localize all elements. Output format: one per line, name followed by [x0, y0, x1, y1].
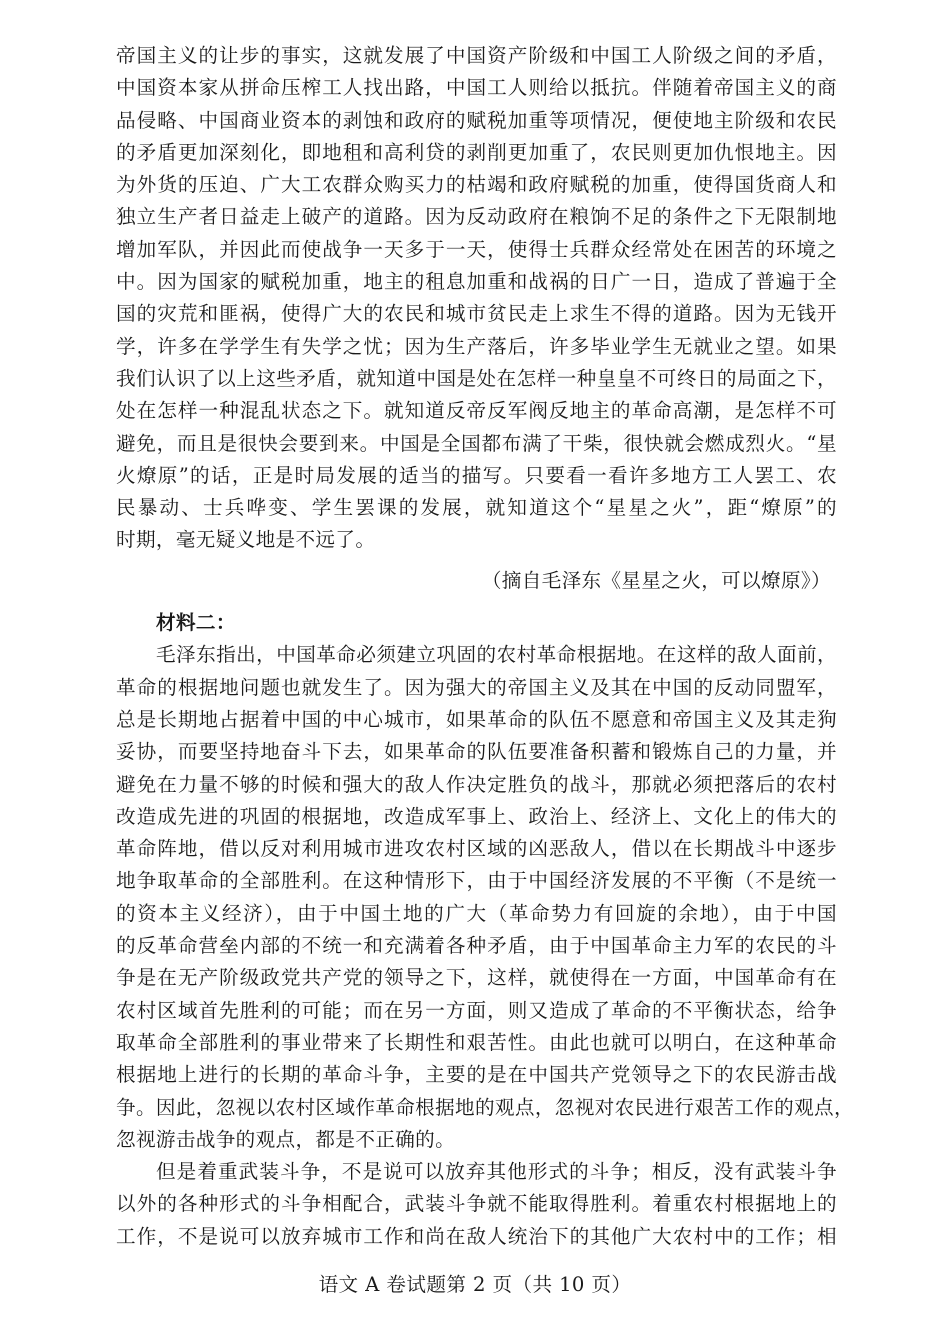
text-line: 为外货的压迫、广大工农群众购买力的枯竭和政府赋税的加重，使得国货商人和	[116, 173, 837, 197]
text-line: 火燎原”的话，正是时局发展的适当的描写。只要看一看许多地方工人罢工、农	[116, 463, 837, 487]
text-line: 忽视游击战争的观点，都是不正确的。	[116, 1127, 456, 1151]
text-line: 改造成先进的巩固的根据地，改造成军事上、政治上、经济上、文化上的伟大的	[116, 804, 837, 828]
text-line: 中国资本家从拼命压榨工人找出路，中国工人则给以抵抗。伴随着帝国主义的商	[116, 76, 837, 100]
material2-heading: 材料二：	[156, 611, 236, 635]
text-line: 地争取革命的全部胜利。在这种情形下，由于中国经济发展的不平衡（不是统一	[116, 869, 837, 893]
text-line: 学，许多在学学生有失学之忧；因为生产落后，许多毕业学生无就业之望。如果	[116, 334, 837, 358]
text-line: 总是长期地占据着中国的中心城市，如果革命的队伍不愿意和帝国主义及其走狗	[116, 707, 837, 731]
text-line: 民暴动、士兵哗变、学生罢课的发展，就知道这个“星星之火”，距“燎原”的	[116, 496, 837, 520]
document-page	[116, 40, 854, 1253]
source-citation: （摘自毛泽东《星星之火，可以燎原》）	[481, 568, 831, 592]
text-line: 我们认识了以上这些矛盾，就知道中国是处在怎样一种皇皇不可终日的局面之下，	[116, 366, 837, 390]
text-line: 的资本主义经济），由于中国土地的广大（革命势力有回旋的余地），由于中国	[116, 901, 837, 925]
text-line: 农村区域首先胜利的可能；而在另一方面，则又造成了革命的不平衡状态，给争	[116, 998, 837, 1022]
material2-paragraph-2	[116, 1156, 837, 1253]
text-line: 避免，而且是很快会要到来。中国是全国都布满了干柴，很快就会燃成烈火。“星	[116, 431, 837, 455]
page-footer: 语文 A 卷试题第 2 页（共 10 页）	[318, 1273, 632, 1296]
text-line: 妥协，而要坚持地奋斗下去，如果革命的队伍要准备积蓄和锻炼自己的力量，并	[116, 740, 837, 764]
text-line: 处在怎样一种混乱状态之下。就知道反帝反军阀反地主的革命高潮，是怎样不可	[116, 399, 837, 423]
text-line: 取革命全部胜利的事业带来了长期性和艰苦性。由此也就可以明白，在这种革命	[116, 1030, 837, 1054]
material2-paragraph-1	[116, 639, 854, 1156]
text-line: 毛泽东指出，中国革命必须建立巩固的农村革命根据地。在这样的敌人面前，	[156, 643, 837, 667]
text-line: 工作，不是说可以放弃城市工作和尚在敌人统治下的其他广大农村中的工作；相	[116, 1224, 837, 1248]
text-line: 的反革命营垒内部的不统一和充满着各种矛盾，由于中国革命主力军的农民的斗	[116, 934, 837, 958]
text-line: 革命阵地，借以反对利用城市进攻农村区域的凶恶敌人，借以在长期战斗中逐步	[116, 837, 837, 861]
text-line: 国的灾荒和匪祸，使得广大的农民和城市贫民走上求生不得的道路。因为无钱开	[116, 302, 837, 326]
material1-paragraph	[116, 40, 837, 557]
text-line: 根据地上进行的长期的革命斗争，主要的是在中国共产党领导之下的农民游击战	[116, 1063, 837, 1087]
text-line: 的矛盾更加深刻化，即地租和高利贷的剥削更加重了，农民则更加仇恨地主。因	[116, 140, 837, 164]
text-line: 中。因为国家的赋税加重，地主的租息加重和战祸的日广一日，造成了普遍于全	[116, 270, 837, 294]
text-line: 品侵略、中国商业资本的剥蚀和政府的赋税加重等项情况，便使地主阶级和农民	[116, 108, 837, 132]
text-line: 争。因此，忽视以农村区域作革命根据地的观点，忽视对农民进行艰苦工作的观点，	[116, 1095, 854, 1119]
text-line: 以外的各种形式的斗争相配合，武装斗争就不能取得胜利。着重农村根据地上的	[116, 1192, 837, 1216]
text-line: 独立生产者日益走上破产的道路。因为反动政府在粮饷不足的条件之下无限制地	[116, 205, 837, 229]
text-line: 避免在力量不够的时候和强大的敌人作决定胜负的战斗，那就必须把落后的农村	[116, 772, 837, 796]
text-line: 革命的根据地问题也就发生了。因为强大的帝国主义及其在中国的反动同盟军，	[116, 675, 837, 699]
text-line: 争是在无产阶级政党共产党的领导之下，这样，就使得在一方面，中国革命有在	[116, 966, 837, 990]
text-line: 时期，毫无疑义地是不远了。	[116, 528, 376, 552]
text-line: 但是着重武装斗争，不是说可以放弃其他形式的斗争；相反，没有武装斗争	[156, 1160, 837, 1184]
text-line: 帝国主义的让步的事实，这就发展了中国资产阶级和中国工人阶级之间的矛盾，	[116, 44, 837, 67]
text-line: 增加军队，并因此而使战争一天多于一天，使得士兵群众经常处在困苦的环境之	[116, 237, 837, 261]
